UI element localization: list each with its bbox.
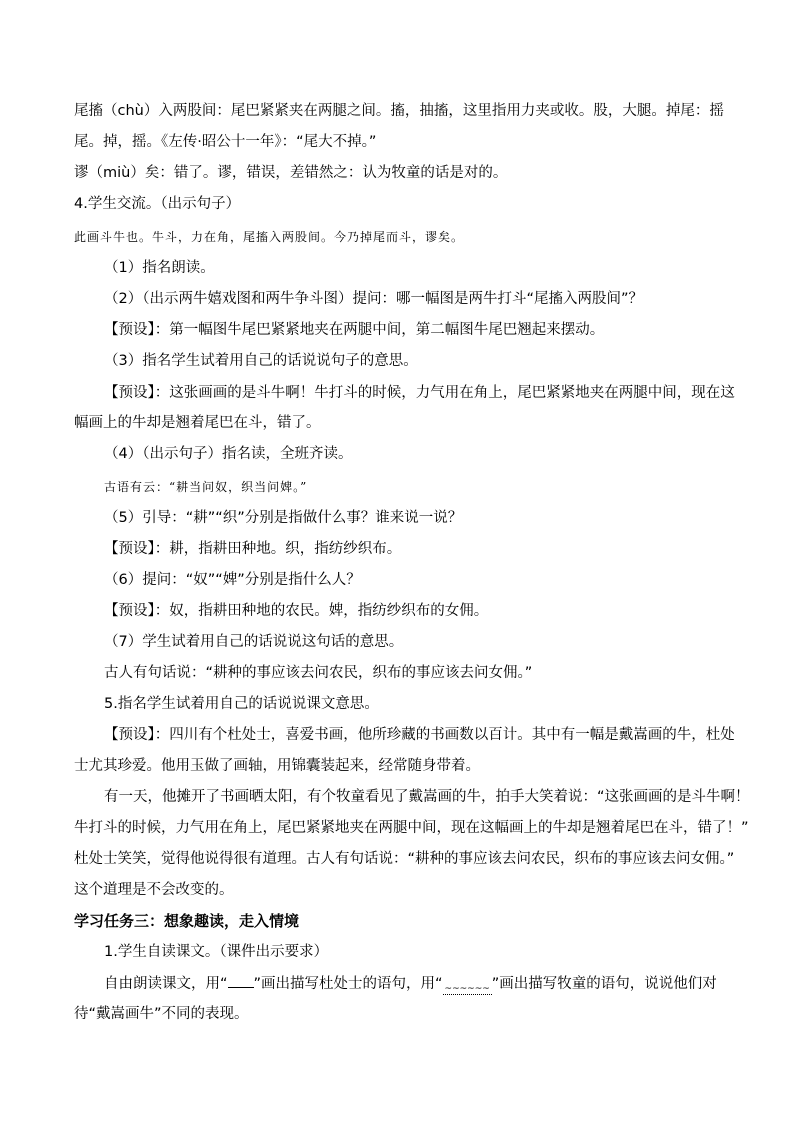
text-line: （5）引导：“耕”“织”分别是指做什么事？谁来说一说？ <box>104 510 463 526</box>
text-line: 古人有句话说：“耕种的事应该去问农民，织布的事应该去问女佣。” <box>104 665 533 681</box>
text-line: 这个道理是不会改变的。 <box>74 882 234 898</box>
section-heading: 学习任务三：想象趣读，走入情境 <box>74 912 300 930</box>
text-line: 牛打斗的时候，力气用在角上，尾巴紧紧地夹在两腿中间，现在这幅画上的牛却是翘着尾巴在斗，错了！” <box>74 820 749 836</box>
ancient-sentence: 此画斗牛也。牛斗，力在角，尾搐入两股间。今乃掉尾而斗，谬矣。 <box>74 230 465 244</box>
wavy-underline-sample: ~~~~~~ <box>444 984 490 994</box>
text-line: 尾。掉，摇。《左传·昭公十一年》：“尾大不掉。” <box>74 134 377 150</box>
text-line: 【预设】：奴，指耕田种地的农民。婢，指纺纱织布的女佣。 <box>104 603 489 619</box>
text-line: 杜处士笑笑，觉得他说得很有道理。古人有句话说：“耕种的事应该去问农民，织布的事应该去问女佣。” <box>74 851 735 867</box>
text-line: 谬（miù）矣：错了。谬，错误，差错然之：认为牧童的话是对的。 <box>74 165 508 181</box>
text-line: 1.学生自读课文。（课件出示要求） <box>104 944 329 960</box>
text-line: 有一天，他摊开了书画晒太阳，有个牧童看见了戴嵩画的牛，拍手大笑着说：“这张画画的是斗牛啊！ <box>104 789 750 805</box>
text-line: 幅画上的牛却是翘着尾巴在斗，错了。 <box>74 415 321 431</box>
text-fragment: 自由朗读课文，用“ <box>104 976 228 992</box>
text-fragment: ”画出描写杜处士的语句，用“ <box>253 976 443 992</box>
text-line: 【预设】：耕，指耕田种地。织，指纺纱织布。 <box>104 541 402 557</box>
text-line: （6）提问：“奴”“婢”分别是指什么人？ <box>104 572 361 588</box>
text-line: （2）（出示两牛嬉戏图和两牛争斗图）提问：哪一幅图是两牛打斗“尾搐入两股间”？ <box>104 291 643 307</box>
text-line: （4）（出示句子）指名读，全班齐读。 <box>104 446 353 462</box>
straight-underline-sample <box>228 973 254 988</box>
text-line: 士尤其珍爱。他用玉做了画轴，用锦囊装起来，经常随身带着。 <box>74 758 480 774</box>
text-line: 4.学生交流。（出示句子） <box>74 196 241 212</box>
text-line: 【预设】：第一幅图牛尾巴紧紧地夹在两腿中间，第二幅图牛尾巴翘起来摆动。 <box>104 322 605 338</box>
text-fragment: ”画出描写牧童的语句，说说他们对 <box>491 976 717 992</box>
text-line: 5.指名学生试着用自己的话说说课文意思。 <box>104 696 379 712</box>
text-line: 【预设】：这张画画的是斗牛啊！牛打斗的时候，力气用在角上，尾巴紧紧地夹在两腿中间，现在这 <box>104 385 735 401</box>
text-line: （7）学生试着用自己的话说说这句话的意思。 <box>104 634 404 650</box>
text-line: 待“戴嵩画牛”不同的表现。 <box>74 1006 249 1022</box>
ancient-sentence: 古语有云：“耕当问奴，织当问婢。” <box>104 480 308 494</box>
text-line <box>74 973 754 999</box>
text-line: 【预设】：四川有个杜处士，喜爱书画，他所珍藏的书画数以百计。其中有一幅是戴嵩画的牛，杜处 <box>104 727 735 743</box>
text-line: （3）指名学生试着用自己的话说说句子的意思。 <box>104 353 418 369</box>
text-line: （1）指名朗读。 <box>104 260 215 276</box>
text-line: 尾搐（chù）入两股间：尾巴紧紧夹在两腿之间。搐，抽搐，这里指用力夹或收。股，大腿。掉尾：摇 <box>74 103 724 119</box>
